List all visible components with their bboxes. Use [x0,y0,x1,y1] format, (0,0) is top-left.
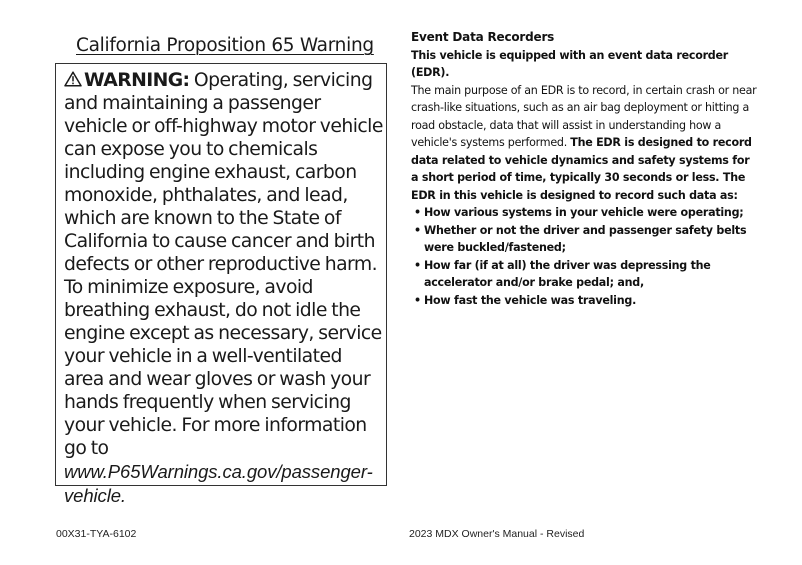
proposition-title: California Proposition 65 Warning [76,35,374,56]
list-item: • Whether or not the driver and passenger safety belts were buckled/fastened; [411,222,759,257]
warning-paragraph [64,69,384,276]
edr-bullet-list [411,204,759,309]
list-item: • How various systems in your vehicle were operating; [411,204,759,222]
list-item: • How far (if at all) the driver was depressing the accelerator and/or brake pedal; and, [411,257,759,292]
edr-paragraph [411,82,759,205]
footer-manual-title: 2023 MDX Owner's Manual - Revised [409,528,585,540]
minimize-paragraph [64,276,384,508]
list-item: • How fast the vehicle was traveling. [411,292,759,310]
edr-heading: Event Data Recorders [411,30,555,44]
warning-body: Operating, servicing and maintaining a passenger vehicle or off-highway motor vehicle can expose you to chemicals including engine exhaust, carbon monoxide, phthalates, and lead, which are known to the State of California to cause cancer and birth defects or other reproductive harm. [64,70,383,275]
edr-section [411,29,759,309]
proposition-warning-box [55,63,387,506]
minimize-text: To minimize exposure, avoid breathing exhaust, do not idle the engine except as necessary, service your vehicle in a well-ventilated area and wear gloves or wash your hands frequently when servicing your vehicle. For more information go to [64,277,382,459]
edr-designed: The EDR is designed to record data related to vehicle dynamics and safety systems for a short period of time, typically 30 seconds or less. The EDR in this vehicle is designed to record such data as: [411,136,752,202]
edr-intro: This vehicle is equipped with an event data recorder (EDR). [411,48,728,79]
footer-code: 00X31-TYA-6102 [56,528,137,540]
p65-warnings-link[interactable]: www.P65Warnings.ca.gov/passenger-vehicle. [64,461,373,506]
warning-triangle-icon [64,71,82,87]
warning-label: WARNING: [84,70,190,91]
edr-purpose: The main purpose of an EDR is to record, in certain crash or near crash-like situations, such as an air bag deployment or hitting a road obstacle, data that will assist in understanding how a vehicle's systems performed. [411,83,757,149]
